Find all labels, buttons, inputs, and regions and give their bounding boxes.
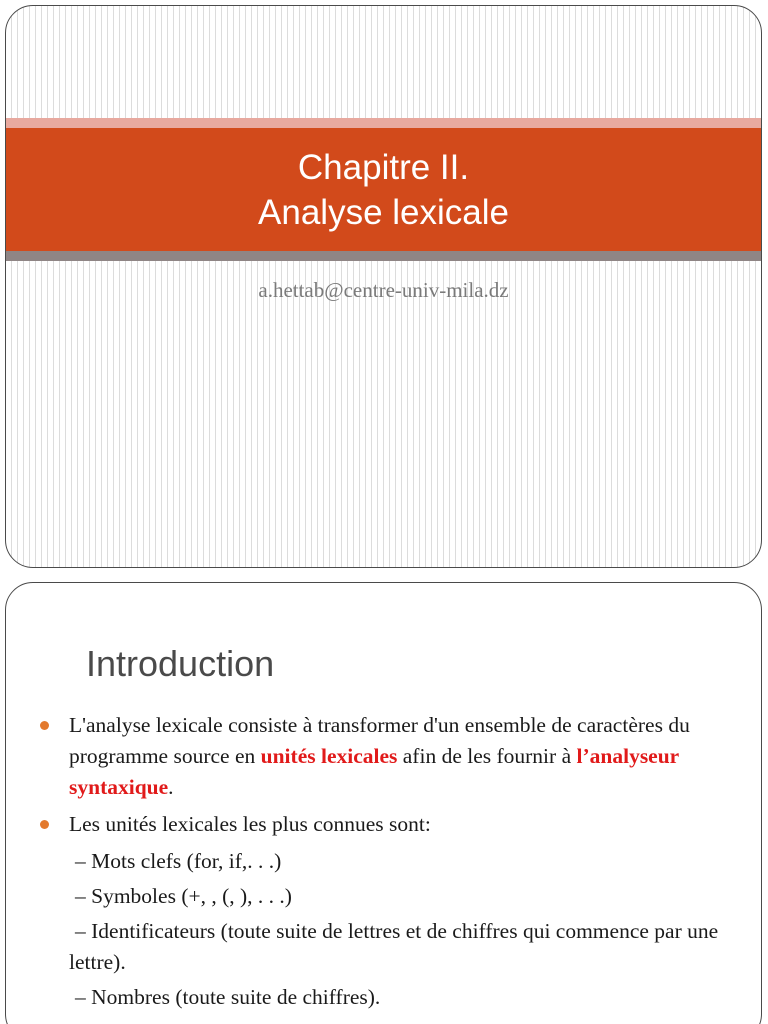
sub-item [36, 982, 731, 1013]
bullet-text: Les unités lexicales les plus connues sont: [69, 812, 431, 836]
introduction-slide [5, 582, 762, 1024]
bullet-text-middle: afin de les fournir à [397, 744, 577, 768]
sub-item [36, 916, 731, 978]
title-band-bottom-stripe [6, 251, 761, 261]
sub-item-text: – Nombres (toute suite de chiffres). [75, 985, 381, 1009]
bullet-item [36, 809, 731, 840]
sub-item-text: – Mots clefs (for, if,. . .) [75, 849, 282, 873]
sub-item-text: – Identificateurs (toute suite de lettres et de chiffres qui commence par une lettre). [69, 919, 719, 974]
author-email: a.hettab@centre-univ-mila.dz [258, 278, 509, 302]
chapter-subtitle: Analyse lexicale [258, 192, 509, 232]
slide-title: Introduction [86, 643, 275, 684]
bullet-item [36, 710, 731, 803]
bullet-dot-icon [40, 820, 49, 829]
bullet-dot-icon [40, 721, 49, 730]
chapter-title: Chapitre II. [297, 147, 470, 187]
sub-item [36, 846, 731, 877]
sub-item [36, 881, 731, 912]
highlight-unites-lexicales: unités lexicales [260, 744, 398, 768]
title-slide [5, 5, 762, 568]
bullet-text-before: L'analyse lexicale consiste à transformer d'un ensemble de caractères du programme source en [69, 713, 690, 768]
slide-body [36, 710, 731, 1017]
sub-item-text: – Symboles (+, , (, ), . . .) [75, 884, 292, 908]
bullet-text-after: . [168, 775, 174, 799]
title-band-top-stripe [6, 118, 761, 128]
title-band [6, 128, 761, 251]
highlight-analyseur-syntaxique: l’analyseur syntaxique [69, 744, 679, 799]
